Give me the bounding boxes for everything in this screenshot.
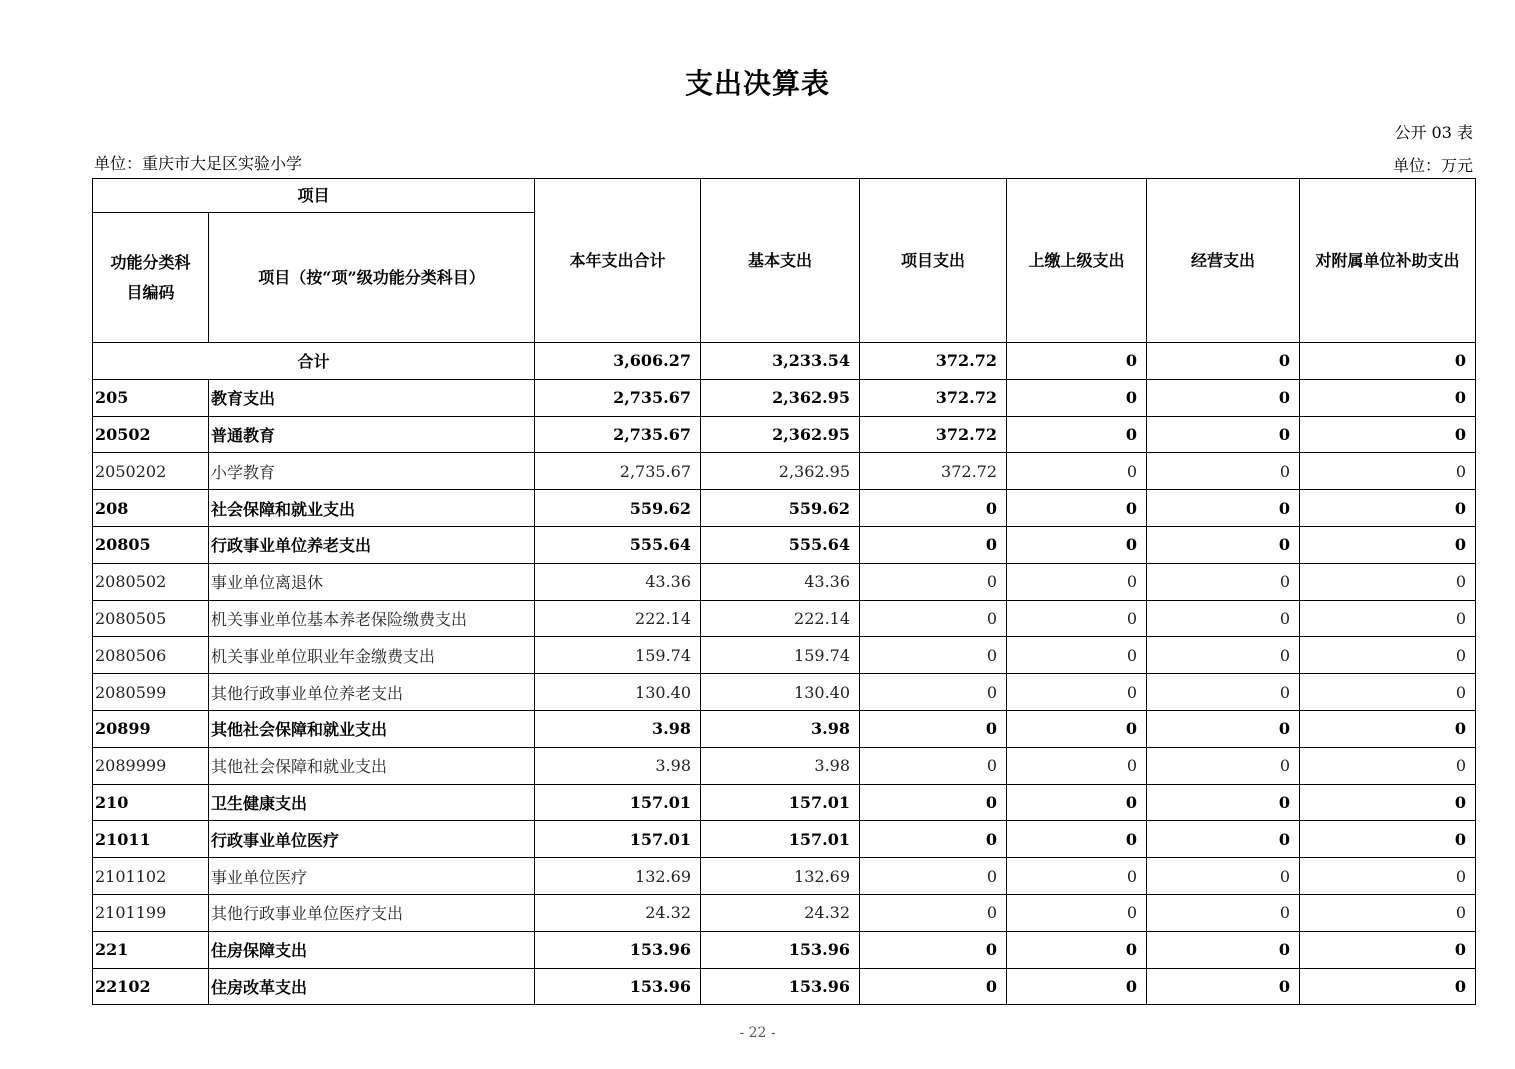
cell-name: 其他社会保障和就业支出 — [209, 710, 535, 747]
cell-basic: 555.64 — [701, 526, 860, 563]
cell-subsidy: 0 — [1300, 453, 1476, 490]
cell-name: 机关事业单位基本养老保险缴费支出 — [209, 600, 535, 637]
cell-business: 0 — [1147, 821, 1300, 858]
cell-project: 0 — [860, 710, 1007, 747]
currency-unit: 单位：万元 — [1392, 156, 1473, 175]
table-row — [93, 821, 1476, 858]
cell-basic: 159.74 — [701, 637, 860, 674]
cell-code: 2101102 — [93, 858, 209, 895]
cell-total: 559.62 — [535, 490, 701, 527]
cell-code: 2101199 — [93, 894, 209, 931]
cell-project: 0 — [860, 894, 1007, 931]
cell-code: 221 — [93, 931, 209, 968]
cell-total: 43.36 — [535, 563, 701, 600]
cell-subsidy: 0 — [1300, 379, 1476, 416]
cell-project: 0 — [860, 526, 1007, 563]
cell-total: 3.98 — [535, 747, 701, 784]
cell-project: 0 — [860, 563, 1007, 600]
cell-upper: 0 — [1007, 894, 1147, 931]
cell-subsidy: 0 — [1300, 563, 1476, 600]
cell-name: 其他社会保障和就业支出 — [209, 747, 535, 784]
cell-code: 2080506 — [93, 637, 209, 674]
cell-business: 0 — [1147, 379, 1300, 416]
cell-basic: 132.69 — [701, 858, 860, 895]
cell-total: 159.74 — [535, 637, 701, 674]
cell-total: 24.32 — [535, 894, 701, 931]
header-item: 项目 — [93, 179, 535, 213]
cell-basic: 3.98 — [701, 710, 860, 747]
cell-project: 372.72 — [860, 453, 1007, 490]
cell-code: 2080502 — [93, 563, 209, 600]
cell-total: 153.96 — [535, 968, 701, 1005]
header-name: 项目（按“项”级功能分类科目） — [209, 213, 535, 343]
cell-business: 0 — [1147, 453, 1300, 490]
cell-subsidy: 0 — [1300, 747, 1476, 784]
header-business: 经营支出 — [1147, 179, 1300, 343]
cell-name: 普通教育 — [209, 416, 535, 453]
cell-name: 机关事业单位职业年金缴费支出 — [209, 637, 535, 674]
cell-project: 0 — [860, 968, 1007, 1005]
cell-upper: 0 — [1007, 600, 1147, 637]
cell-business: 0 — [1147, 894, 1300, 931]
cell-business: 0 — [1147, 968, 1300, 1005]
cell-project: 372.72 — [860, 416, 1007, 453]
cell-project: 0 — [860, 931, 1007, 968]
cell-basic: 153.96 — [701, 931, 860, 968]
header-basic: 基本支出 — [701, 179, 860, 343]
cell-basic: 153.96 — [701, 968, 860, 1005]
cell-code: 2089999 — [93, 747, 209, 784]
cell-basic: 222.14 — [701, 600, 860, 637]
cell-project: 0 — [860, 821, 1007, 858]
cell-project: 0 — [860, 784, 1007, 821]
cell-upper: 0 — [1007, 710, 1147, 747]
total-subsidy: 0 — [1300, 343, 1476, 380]
cell-subsidy: 0 — [1300, 968, 1476, 1005]
cell-subsidy: 0 — [1300, 600, 1476, 637]
reporting-unit: 单位：重庆市大足区实验小学 — [94, 154, 303, 173]
cell-subsidy: 0 — [1300, 894, 1476, 931]
cell-basic: 24.32 — [701, 894, 860, 931]
table-row — [93, 747, 1476, 784]
cell-basic: 2,362.95 — [701, 416, 860, 453]
expenditure-table — [92, 178, 1476, 1005]
cell-project: 372.72 — [860, 379, 1007, 416]
cell-upper: 0 — [1007, 674, 1147, 711]
table-row — [93, 563, 1476, 600]
header-project: 项目支出 — [860, 179, 1007, 343]
cell-upper: 0 — [1007, 858, 1147, 895]
table-row — [93, 416, 1476, 453]
cell-upper: 0 — [1007, 526, 1147, 563]
cell-code: 22102 — [93, 968, 209, 1005]
cell-basic: 157.01 — [701, 784, 860, 821]
cell-name: 教育支出 — [209, 379, 535, 416]
cell-total: 2,735.67 — [535, 453, 701, 490]
cell-total: 153.96 — [535, 931, 701, 968]
cell-total: 157.01 — [535, 784, 701, 821]
cell-total: 3.98 — [535, 710, 701, 747]
cell-name: 其他行政事业单位养老支出 — [209, 674, 535, 711]
cell-code: 2050202 — [93, 453, 209, 490]
cell-upper: 0 — [1007, 490, 1147, 527]
total-label: 合计 — [93, 343, 535, 380]
cell-subsidy: 0 — [1300, 858, 1476, 895]
header-subsidy: 对附属单位补助支出 — [1300, 179, 1476, 343]
cell-upper: 0 — [1007, 931, 1147, 968]
table-row — [93, 674, 1476, 711]
table-row — [93, 526, 1476, 563]
cell-project: 0 — [860, 747, 1007, 784]
header-upper: 上缴上级支出 — [1007, 179, 1147, 343]
cell-name: 行政事业单位养老支出 — [209, 526, 535, 563]
cell-business: 0 — [1147, 931, 1300, 968]
cell-business: 0 — [1147, 490, 1300, 527]
table-row — [93, 453, 1476, 490]
total-basic: 3,233.54 — [701, 343, 860, 380]
cell-code: 205 — [93, 379, 209, 416]
cell-total: 157.01 — [535, 821, 701, 858]
cell-project: 0 — [860, 674, 1007, 711]
cell-upper: 0 — [1007, 563, 1147, 600]
cell-upper: 0 — [1007, 637, 1147, 674]
cell-subsidy: 0 — [1300, 821, 1476, 858]
cell-code: 208 — [93, 490, 209, 527]
cell-total: 555.64 — [535, 526, 701, 563]
cell-name: 小学教育 — [209, 453, 535, 490]
table-row — [93, 931, 1476, 968]
cell-business: 0 — [1147, 784, 1300, 821]
cell-upper: 0 — [1007, 416, 1147, 453]
header-code: 功能分类科目编码 — [93, 213, 209, 343]
total-upper: 0 — [1007, 343, 1147, 380]
cell-total: 222.14 — [535, 600, 701, 637]
cell-upper: 0 — [1007, 968, 1147, 1005]
form-number: 公开 03 表 — [1394, 123, 1473, 142]
table-row — [93, 600, 1476, 637]
cell-basic: 2,362.95 — [701, 379, 860, 416]
cell-code: 21011 — [93, 821, 209, 858]
cell-project: 0 — [860, 637, 1007, 674]
cell-basic: 3.98 — [701, 747, 860, 784]
cell-code: 20899 — [93, 710, 209, 747]
cell-business: 0 — [1147, 674, 1300, 711]
cell-name: 事业单位离退休 — [209, 563, 535, 600]
table-row — [93, 710, 1476, 747]
cell-name: 其他行政事业单位医疗支出 — [209, 894, 535, 931]
cell-business: 0 — [1147, 600, 1300, 637]
cell-subsidy: 0 — [1300, 674, 1476, 711]
cell-project: 0 — [860, 490, 1007, 527]
cell-project: 0 — [860, 858, 1007, 895]
cell-subsidy: 0 — [1300, 416, 1476, 453]
table-row — [93, 968, 1476, 1005]
table-row — [93, 858, 1476, 895]
cell-subsidy: 0 — [1300, 526, 1476, 563]
cell-subsidy: 0 — [1300, 637, 1476, 674]
table-row — [93, 637, 1476, 674]
cell-upper: 0 — [1007, 379, 1147, 416]
cell-subsidy: 0 — [1300, 784, 1476, 821]
cell-name: 卫生健康支出 — [209, 784, 535, 821]
cell-total: 130.40 — [535, 674, 701, 711]
table-row — [93, 784, 1476, 821]
cell-name: 住房保障支出 — [209, 931, 535, 968]
cell-business: 0 — [1147, 710, 1300, 747]
total-business: 0 — [1147, 343, 1300, 380]
cell-subsidy: 0 — [1300, 710, 1476, 747]
cell-name: 行政事业单位医疗 — [209, 821, 535, 858]
cell-code: 20502 — [93, 416, 209, 453]
cell-business: 0 — [1147, 637, 1300, 674]
cell-business: 0 — [1147, 747, 1300, 784]
table-row — [93, 894, 1476, 931]
page-title: 支出决算表 — [684, 67, 830, 100]
cell-business: 0 — [1147, 858, 1300, 895]
cell-upper: 0 — [1007, 821, 1147, 858]
cell-project: 0 — [860, 600, 1007, 637]
cell-basic: 559.62 — [701, 490, 860, 527]
cell-total: 2,735.67 — [535, 379, 701, 416]
cell-name: 住房改革支出 — [209, 968, 535, 1005]
cell-code: 2080599 — [93, 674, 209, 711]
cell-code: 210 — [93, 784, 209, 821]
cell-basic: 130.40 — [701, 674, 860, 711]
cell-business: 0 — [1147, 526, 1300, 563]
cell-upper: 0 — [1007, 453, 1147, 490]
cell-basic: 157.01 — [701, 821, 860, 858]
total-row — [93, 343, 1476, 380]
total-total: 3,606.27 — [535, 343, 701, 380]
cell-total: 132.69 — [535, 858, 701, 895]
cell-business: 0 — [1147, 563, 1300, 600]
cell-basic: 43.36 — [701, 563, 860, 600]
cell-total: 2,735.67 — [535, 416, 701, 453]
cell-basic: 2,362.95 — [701, 453, 860, 490]
cell-code: 2080505 — [93, 600, 209, 637]
cell-upper: 0 — [1007, 747, 1147, 784]
cell-business: 0 — [1147, 416, 1300, 453]
header-total: 本年支出合计 — [535, 179, 701, 343]
total-project: 372.72 — [860, 343, 1007, 380]
table-row — [93, 490, 1476, 527]
cell-name: 社会保障和就业支出 — [209, 490, 535, 527]
cell-subsidy: 0 — [1300, 931, 1476, 968]
cell-name: 事业单位医疗 — [209, 858, 535, 895]
cell-code: 20805 — [93, 526, 209, 563]
table-row — [93, 379, 1476, 416]
cell-upper: 0 — [1007, 784, 1147, 821]
cell-subsidy: 0 — [1300, 490, 1476, 527]
page-number: - 22 - — [739, 1025, 776, 1041]
